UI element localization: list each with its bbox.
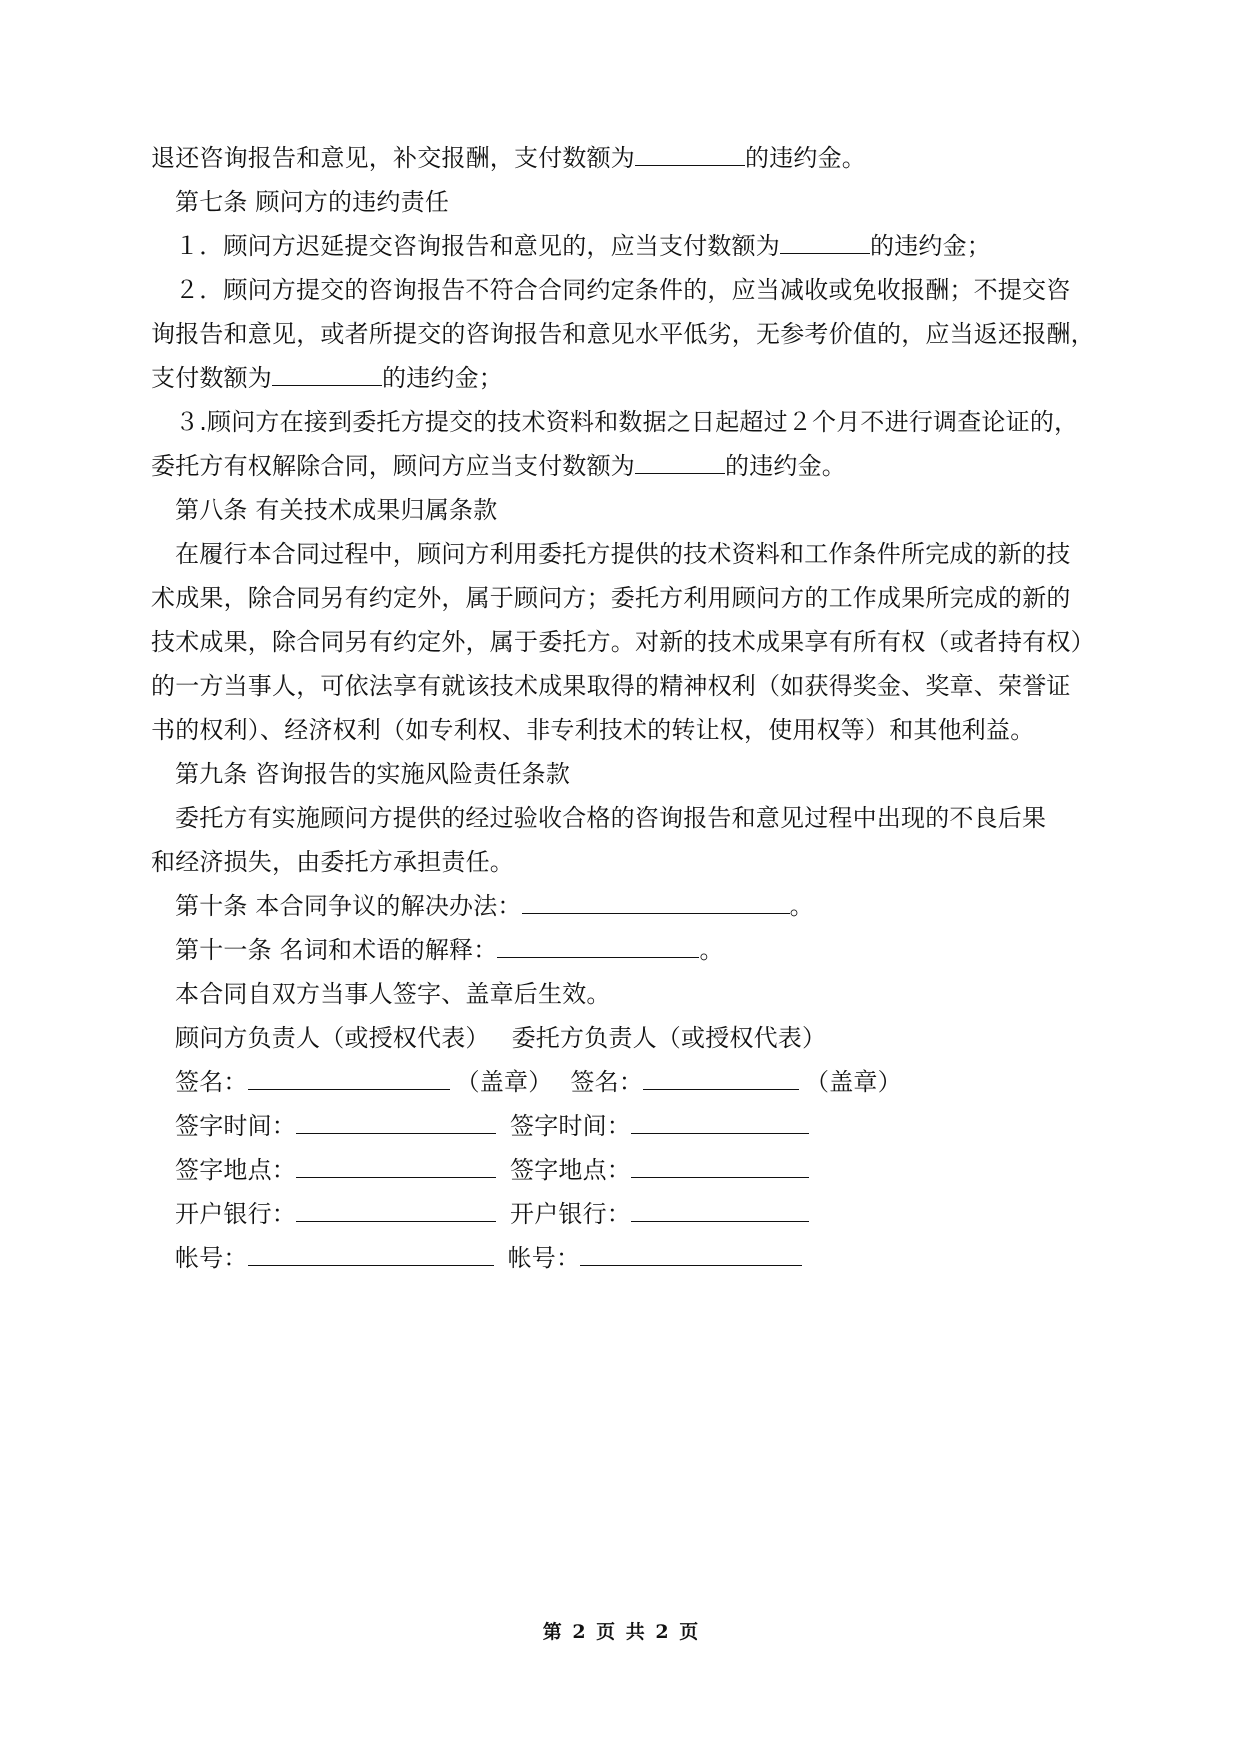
paragraph-line: 在履行本合同过程中，顾问方利用委托方提供的技术资料和工作条件所完成的新的技 — [175, 540, 1071, 568]
bank-row: 开户银行： 开户银行： — [175, 1199, 809, 1229]
fill-blank — [248, 1243, 494, 1266]
fill-blank — [631, 1199, 809, 1222]
paragraph-line: 和经济损失，由委托方承担责任。 — [151, 848, 514, 876]
sign-place-row: 签字地点： 签字地点： — [175, 1155, 809, 1185]
account-row: 帐号： 帐号： — [175, 1243, 802, 1273]
fill-blank — [580, 1243, 802, 1266]
paragraph-line: ３.顾问方在接到委托方提交的技术资料和数据之日起超过２个月不进行调查论证的， — [175, 408, 1079, 436]
article-8-title: 第八条 有关技术成果归属条款 — [175, 496, 498, 524]
fill-blank — [780, 231, 870, 254]
paragraph-line: 的一方当事人，可依法享有就该技术成果取得的精神权利（如获得奖金、奖章、荣誉证 — [151, 672, 1071, 700]
paragraph-line: 技术成果，除合同另有约定外，属于委托方。对新的技术成果享有所有权（或者持有权） — [151, 628, 1095, 656]
paragraph-line: ２．顾问方提交的咨询报告不符合合同约定条件的，应当减收或免收报酬；不提交咨 — [175, 276, 1071, 304]
fill-blank — [296, 1111, 496, 1134]
fill-blank — [631, 1155, 809, 1178]
paragraph-line: 委托方有实施顾问方提供的经过验收合格的咨询报告和意见过程中出现的不良后果 — [175, 804, 1047, 832]
client-heading: 委托方负责人（或授权代表） — [511, 1024, 827, 1052]
consultant-heading: 顾问方负责人（或授权代表） — [175, 1024, 490, 1052]
signature-headings — [175, 1023, 826, 1053]
sign-time-row: 签字时间： 签字时间： — [175, 1111, 809, 1141]
fill-blank — [522, 891, 790, 914]
paragraph-line: 退还咨询报告和意见，补交报酬，支付数额为 的违约金。 — [151, 144, 866, 172]
paragraph-line: 术成果，除合同另有约定外，属于顾问方；委托方利用顾问方的工作成果所完成的新的 — [151, 584, 1071, 612]
fill-blank — [497, 935, 699, 958]
fill-blank — [631, 1111, 809, 1134]
paragraph-line: １．顾问方迟延提交咨询报告和意见的，应当支付数额为 的违约金； — [175, 232, 991, 260]
paragraph-line: 书的权利）、经济权利（如专利权、非专利技术的转让权，使用权等）和其他利益。 — [151, 716, 1035, 744]
paragraph-line: 委托方有权解除合同，顾问方应当支付数额为 的违约金。 — [151, 452, 846, 480]
page-number: 第 2 页 共 2 页 — [542, 1621, 699, 1643]
article-11: 第十一条 名词和术语的解释： 。 — [175, 936, 724, 964]
paragraph-line: 支付数额为 的违约金； — [151, 364, 503, 392]
article-9-title: 第九条 咨询报告的实施风险责任条款 — [175, 760, 571, 788]
fill-blank — [296, 1199, 496, 1222]
fill-blank — [635, 451, 725, 474]
signature-row: 签名： （盖章） 签名： （盖章） — [175, 1068, 902, 1096]
article-10: 第十条 本合同争议的解决办法： 。 — [175, 892, 814, 920]
consultant-signature-blank — [248, 1067, 450, 1090]
fill-blank — [272, 363, 382, 386]
article-7-title: 第七条 顾问方的违约责任 — [175, 188, 450, 216]
client-signature-blank — [643, 1067, 799, 1090]
paragraph-line: 询报告和意见，或者所提交的咨询报告和意见水平低劣，无参考价值的，应当返还报酬， — [151, 320, 1095, 348]
effect-clause: 本合同自双方当事人签字、盖章后生效。 — [175, 980, 611, 1008]
fill-blank — [635, 143, 745, 166]
fill-blank — [296, 1155, 496, 1178]
